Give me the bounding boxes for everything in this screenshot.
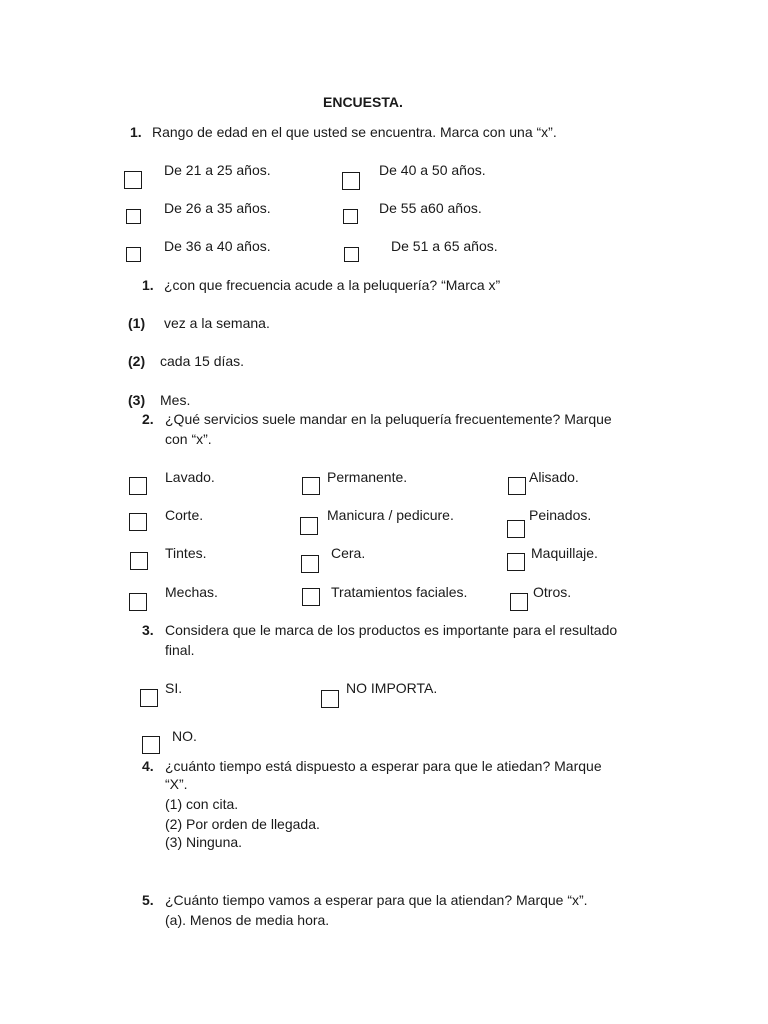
q1b-number: 1. [142, 277, 154, 293]
q2-checkbox-manicura[interactable] [300, 517, 318, 535]
q2-option-label: Lavado. [165, 469, 215, 485]
q2-option-label: Mechas. [165, 584, 218, 600]
q2-checkbox-mechas[interactable] [129, 593, 147, 611]
q2-checkbox-alisado[interactable] [508, 477, 526, 495]
q1b-item-text: Mes. [160, 392, 191, 408]
q5-number: 5. [142, 892, 154, 908]
q2-option-label: Corte. [165, 507, 204, 523]
q3-checkbox-no[interactable] [142, 736, 160, 754]
q1-number: 1. [130, 124, 142, 140]
q1-option-label: De 36 a 40 años. [164, 238, 271, 254]
q2-option-label: Peinados. [529, 507, 592, 523]
q2-option-label: Tintes. [165, 545, 207, 561]
q1b-item-number: (1) [128, 315, 146, 331]
q1-checkbox-40-50[interactable] [342, 172, 360, 190]
q1-checkbox-36-40[interactable] [126, 247, 141, 262]
q2-number: 2. [142, 411, 154, 427]
q2-checkbox-cera[interactable] [301, 555, 319, 573]
q2-option-label: Otros. [533, 584, 572, 600]
q2-text-line2: con “x”. [165, 431, 212, 447]
q1-option-label: De 55 a60 años. [379, 200, 482, 216]
q1-text: Rango de edad en el que usted se encuentra. Marca con una “x”. [152, 124, 557, 140]
q1-option-label: De 51 a 65 años. [391, 238, 498, 254]
q3-option-label: SI. [165, 680, 183, 696]
q1-checkbox-51-65[interactable] [344, 247, 359, 262]
q2-option-label: Maquillaje. [531, 545, 598, 561]
q2-checkbox-peinados[interactable] [507, 520, 525, 538]
q4-item: (1) con cita. [165, 796, 239, 812]
q5-text: ¿Cuánto tiempo vamos a esperar para que la atiendan? Marque “x”. [165, 892, 588, 908]
q1-option-label: De 40 a 50 años. [379, 162, 486, 178]
q2-checkbox-corte[interactable] [129, 513, 147, 531]
q2-checkbox-lavado[interactable] [129, 477, 147, 495]
q2-option-label: Cera. [331, 545, 366, 561]
q1-checkbox-26-35[interactable] [126, 209, 141, 224]
q3-option-label: NO. [172, 728, 197, 744]
q4-item: (3) Ninguna. [165, 834, 243, 850]
q1b-text: ¿con que frecuencia acude a la peluquería? “Marca x” [164, 277, 501, 293]
q2-checkbox-maquillaje[interactable] [507, 553, 525, 571]
page-title: ENCUESTA. [323, 94, 403, 110]
q2-checkbox-tintes[interactable] [130, 552, 148, 570]
q2-option-label: Tratamientos faciales. [331, 584, 468, 600]
q2-option-label: Alisado. [529, 469, 579, 485]
q3-number: 3. [142, 622, 154, 638]
q1b-item-number: (3) [128, 392, 146, 408]
q2-checkbox-otros[interactable] [510, 593, 528, 611]
q1b-item-number: (2) [128, 353, 146, 369]
q1-option-label: De 21 a 25 años. [164, 162, 271, 178]
q4-text-line1: ¿cuánto tiempo está dispuesto a esperar para que le atiedan? Marque [165, 758, 602, 774]
q2-option-label: Permanente. [327, 469, 408, 485]
q3-text-line1: Considera que le marca de los productos es importante para el resultado [165, 622, 618, 638]
q4-item: (2) Por orden de llegada. [165, 816, 320, 832]
q3-checkbox-si[interactable] [140, 689, 158, 707]
q2-option-label: Manicura / pedicure. [327, 507, 454, 523]
q5-item: (a). Menos de media hora. [165, 912, 330, 928]
q3-option-label: NO IMPORTA. [346, 680, 438, 696]
q3-text-line2: final. [165, 642, 195, 658]
q2-checkbox-tratamientos[interactable] [302, 588, 320, 606]
q1-option-label: De 26 a 35 años. [164, 200, 271, 216]
q3-checkbox-no-importa[interactable] [321, 690, 339, 708]
q1b-item-text: cada 15 días. [160, 353, 245, 369]
q2-checkbox-permanente[interactable] [302, 477, 320, 495]
q1b-item-text: vez a la semana. [164, 315, 270, 331]
q1-checkbox-21-25[interactable] [124, 171, 142, 189]
q4-number: 4. [142, 758, 154, 774]
q2-text-line1: ¿Qué servicios suele mandar en la peluquería frecuentemente? Marque [165, 411, 612, 427]
q4-text-line2: “X”. [165, 776, 188, 792]
q1-checkbox-55-60[interactable] [343, 209, 358, 224]
